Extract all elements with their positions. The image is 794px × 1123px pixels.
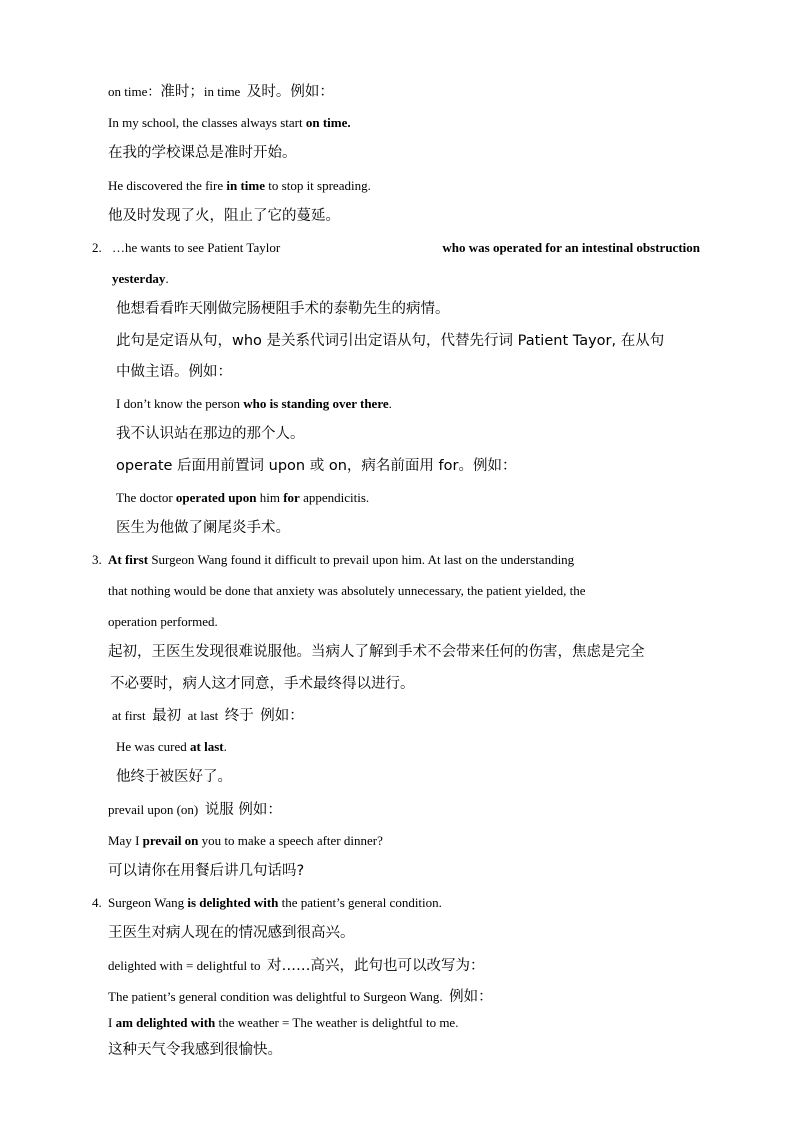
example-text: He was cured [116,739,190,754]
item2-example1 [116,395,392,413]
item4-number: 4. [92,895,102,910]
example-text: I [108,1015,116,1030]
item3-example2-translation: 可以请你在用餐后讲几句话吗? [108,863,305,879]
item4-note [108,957,484,975]
example-bold: at last [190,739,224,754]
item2-example2-translation: 医生为他做了阑尾炎手术。 [116,520,290,536]
example-text: him [256,490,284,505]
item2-number: 2. [92,240,102,255]
sentence-line [108,551,574,569]
example-bold: in time [226,178,266,193]
example-text: May I [108,833,143,848]
meaning-in-time: 及时。例如： [246,84,334,100]
example-text: the weather = The weather is delightful to me. [215,1015,459,1030]
term-in-time: in time [203,84,241,99]
item1-example1-translation: 在我的学校课总是准时开始。 [108,145,297,161]
sentence-text: the patient’s general condition. [278,895,442,910]
sentence-bold: At first [108,552,149,567]
for-example-label: 例如： [260,708,304,724]
item3-vocab [112,707,304,725]
item2-translation: 他想看看昨天刚做完肠梗阻手术的泰勒先生的病情。 [116,301,450,317]
item3-example1 [116,738,227,756]
rewrite-text: The patient’s general condition was delightful to Surgeon Wang. [108,989,443,1004]
item3-number: 3. [92,552,102,567]
item2-usage: operate 后面用前置词 upon 或 on，病名前面用 for。例如： [116,458,517,474]
sentence-text: …he wants to see Patient Taylor [112,240,281,255]
example-bold: prevail on [142,833,199,848]
meaning-at-last: 终于 [224,708,254,724]
item3-translation-line2: 不必要时，病人这才同意，手术最终得以进行。 [110,676,415,692]
item3-translation-line1: 起初，王医生发现很难说服他。当病人了解到手术不会带来任何的伤害，焦虑是完全 [108,644,645,660]
term-on-time: on time： [108,84,161,99]
meaning-on-time: 准时； [160,84,204,100]
example-text: . [223,739,227,754]
item3-example2 [108,832,383,850]
item2-example2 [116,489,369,507]
for-example-label: 例如： [449,989,493,1005]
item2-note-line2: 中做主语。例如： [116,364,232,380]
example-text: I don’t know the person [116,396,244,411]
item1-example2-translation: 他及时发现了火，阻止了它的蔓延。 [108,208,340,224]
example-text: The doctor [116,490,176,505]
item2-sentence-line2 [112,270,169,288]
item3-sentence-line3: operation performed. [108,614,218,629]
item3-vocab2 [108,801,282,819]
term-at-first: at first [112,708,146,723]
item4-example1-translation: 这种天气令我感到很愉快。 [108,1042,282,1058]
example-bold: for [283,490,300,505]
example-text: He discovered the fire [108,178,227,193]
sentence-bold: who was operated for an intestinal obstruction [442,240,700,255]
term-delighted-with: delighted with = delightful to [108,958,261,973]
sentence-text: Surgeon Wang [108,895,188,910]
example-bold: operated upon [175,490,257,505]
item3-sentence-line1 [108,551,696,569]
item1-example1 [108,114,351,132]
term-at-last: at last [187,708,219,723]
meaning-prevail-upon: 说服 例如： [204,802,282,818]
example-text: appendicitis. [299,490,370,505]
example-bold: who is standing over there [243,396,389,411]
sentence-bold: yesterday [112,271,166,286]
item4-rewrite [108,988,493,1006]
example-bold: am delighted with [115,1015,216,1030]
item4-translation: 王医生对病人现在的情况感到很高兴。 [108,925,355,941]
example-bold: on time. [305,115,351,130]
term-prevail-upon: prevail upon (on) [108,802,199,817]
meaning-at-first: 最初 [152,708,182,724]
sentence-bold: is delighted with [187,895,279,910]
item3-sentence-line2: that nothing would be done that anxiety was absolutely unnecessary, the patient yielded, the [108,583,586,598]
item4-sentence [108,894,442,912]
item2-sentence-line1 [112,239,700,257]
example-text: you to make a speech after dinner? [198,833,383,848]
item2-note-line1: 此句是定语从句，who 是关系代词引出定语从句，代替先行词 Patient Tayor, 在从句 [116,333,665,349]
item2-example1-translation: 我不认识站在那边的那个人。 [116,426,305,442]
meaning-delighted-with: 对……高兴，此句也可以改写为： [266,958,485,974]
example-text: . [388,396,392,411]
sentence-text: Surgeon Wang found it difficult to prevail upon him. At last on the understanding [148,552,575,567]
item1-definition [108,83,334,101]
item1-example2 [108,177,371,195]
item4-example1 [108,1014,458,1032]
example-text: to stop it spreading. [265,178,371,193]
sentence-text: . [165,271,169,286]
example-text: In my school, the classes always start [108,115,306,130]
item3-example1-translation: 他终于被医好了。 [116,769,232,785]
